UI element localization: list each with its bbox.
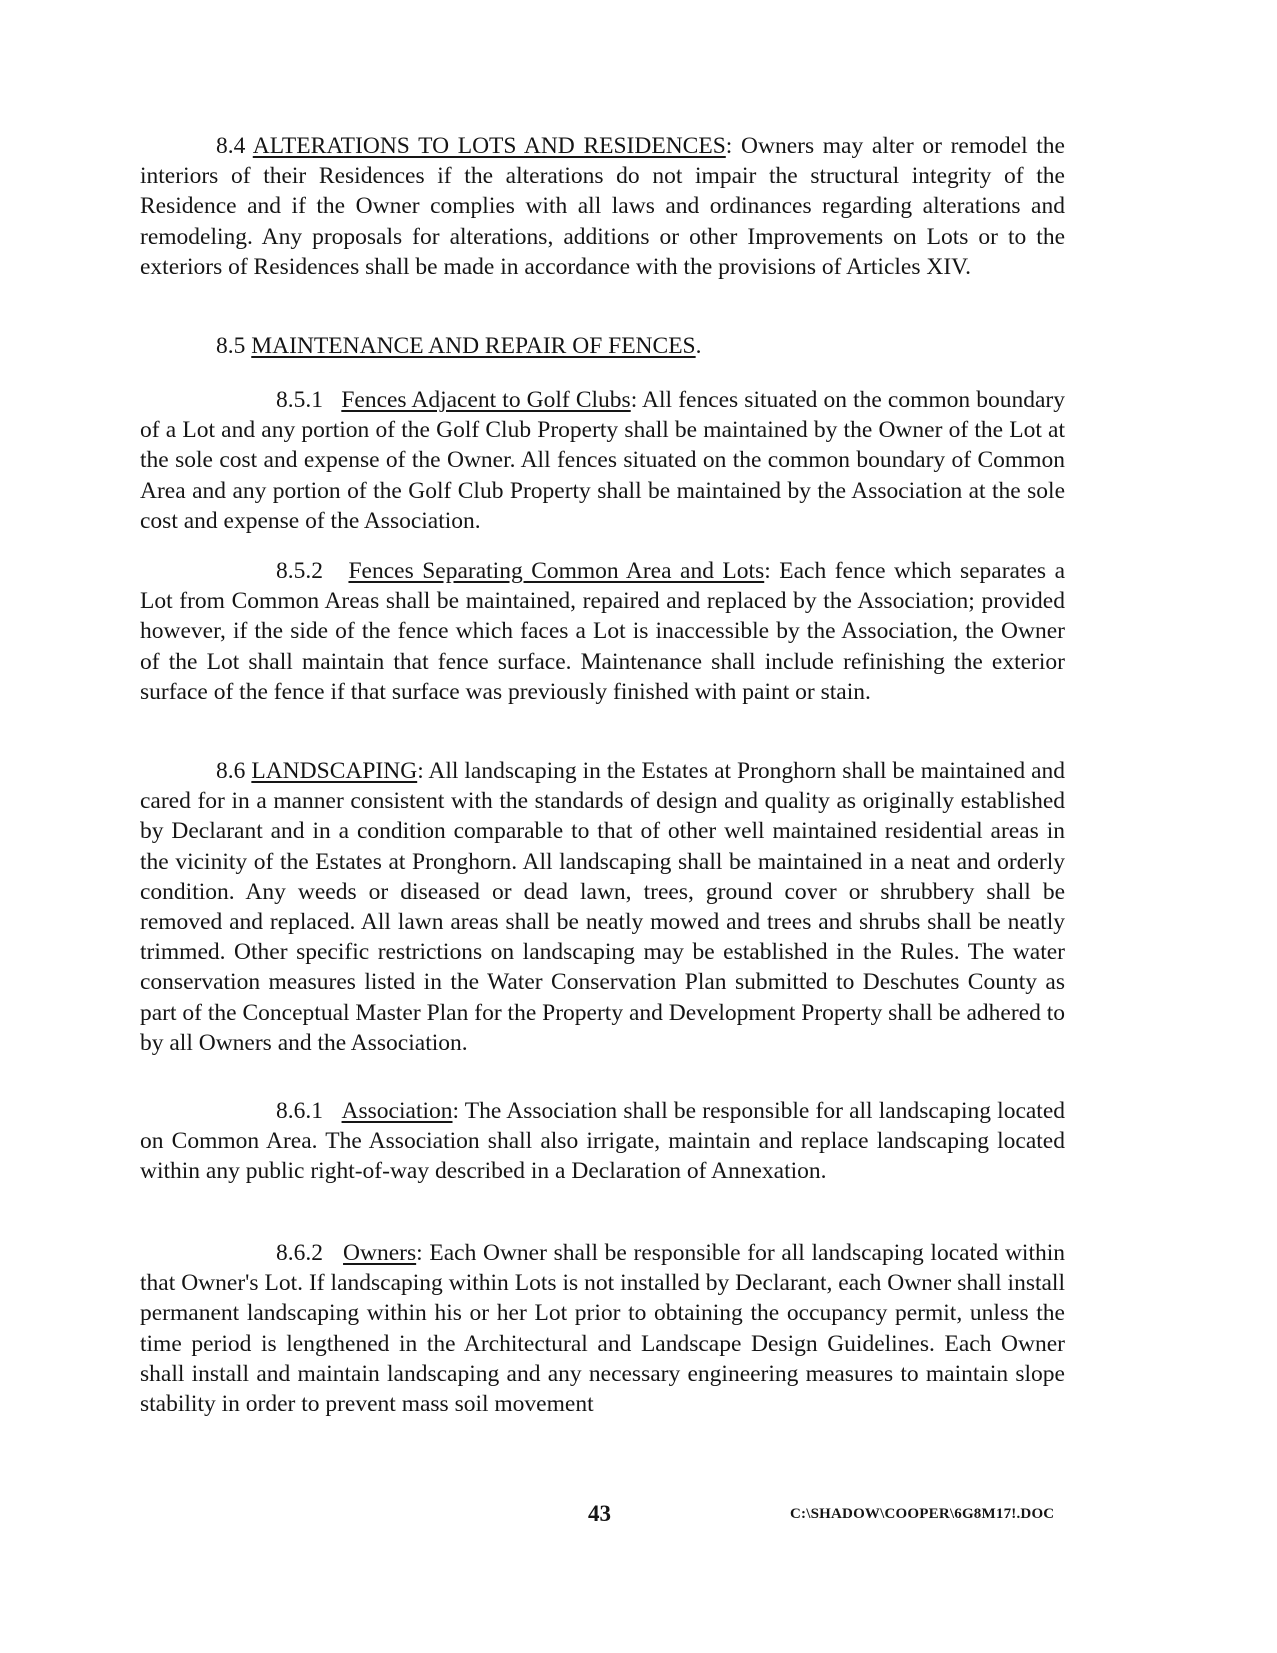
section-8-6-2-body: Each Owner shall be responsible for all landscaping located within that Owner's Lot. If landscaping within Lots is not installed by Declarant, each Owner shall install permanent landscaping within his or her Lot prior to obtaining the occupancy permit, unless the time period is lengthened in the Architectural and Landscape Design Guidelines. Each Owner shall install and maintain landscaping and any necessary engineering measures to maintain slope stability in order to prevent mass soil movement <box>140 1240 1066 1418</box>
section-8-6-1-body: The Association shall be responsible for all landscaping located on Common Area. The Association shall also irrigate, maintain and replace landscaping located within any public right-of-way described in a Declaration of Annexation. <box>140 1098 1066 1185</box>
section-8-5-2-punct: : <box>764 558 771 584</box>
section-8-6-heading: LANDSCAPING <box>251 758 418 784</box>
file-path: C:\SHADOW\COOPER\6G8M17!.DOC <box>790 1506 1055 1522</box>
section-8-6-1-punct: : <box>452 1098 460 1124</box>
section-8-5-heading: MAINTENANCE AND REPAIR OF FENCES <box>251 333 696 359</box>
section-8-6-1-number: 8.6.1 <box>276 1098 323 1124</box>
section-8-6-2-number: 8.6.2 <box>276 1240 323 1266</box>
section-8-4-number: 8.4 <box>216 133 246 159</box>
section-8-6-body: All landscaping in the Estates at Pronghorn shall be maintained and cared for in a manner consistent with the standards of design and quality as originally established by Declarant and in a condition comparable to that of other well maintained residential areas in the vicinity of the Estates at Pronghorn. All landscaping shall be maintained in a neat and orderly condition. Any weeds or diseased or dead lawn, trees, ground cover or shrubbery shall be removed and replaced. All lawn areas shall be neatly mowed and trees and shrubs shall be neatly trimmed. Other specific restrictions on landscaping may be established in the Rules. The water conservation measures listed in the Water Conservation Plan submitted to Deschutes County as part of the Conceptual Master Plan for the Property and Development Property shall be adhered to by all Owners and the Association. <box>140 758 1066 1056</box>
section-8-5-2-heading: Fences Separating Common Area and Lots <box>348 558 765 584</box>
section-8-6-1 <box>140 1096 1065 1187</box>
section-8-6-2-heading: Owners <box>343 1240 417 1266</box>
section-8-5-1-body: All fences situated on the common boundary of a Lot and any portion of the Golf Club Property shall be maintained by the Owner of the Lot at the sole cost and expense of the Owner. All fences situated on the common boundary of Common Area and any portion of the Golf Club Property shall be maintained by the Association at the sole cost and expense of the Association. <box>140 387 1066 534</box>
section-8-5-2-number: 8.5.2 <box>276 558 323 584</box>
section-8-6-1-heading: Association <box>341 1098 453 1124</box>
section-8-5-1-number: 8.5.1 <box>276 387 323 413</box>
section-8-6 <box>140 756 1065 1058</box>
section-8-5-number: 8.5 <box>216 333 246 359</box>
section-8-6-2-punct: : <box>416 1240 423 1266</box>
section-8-5-1-punct: : <box>630 387 638 413</box>
section-8-5-1 <box>140 385 1065 536</box>
section-8-6-2 <box>140 1238 1065 1419</box>
section-8-4 <box>140 131 1065 282</box>
section-8-4-body: Owners may alter or remodel the interiors of their Residences if the alterations do not impair the structural integrity of the Residence and if the Owner complies with all laws and ordinances regarding alterations and remodeling. Any proposals for alterations, additions or other Improvements on Lots or to the exteriors of Residences shall be made in accordance with the provisions of Articles XIV. <box>140 133 1065 280</box>
section-8-5-punct: . <box>695 333 702 359</box>
section-8-5-2-body: Each fence which separates a Lot from Common Areas shall be maintained, repaired and replaced by the Association; provided however, if the side of the fence which faces a Lot is inaccessible by the Association, the Owner of the Lot shall maintain that fence surface. Maintenance shall include refinishing the exterior surface of the fence if that surface was previously finished with paint or stain. <box>140 558 1066 705</box>
section-8-4-heading: ALTERATIONS TO LOTS AND RESIDENCES <box>252 133 726 159</box>
page-number: 43 <box>588 1501 611 1526</box>
section-8-6-punct: : <box>417 758 424 784</box>
section-8-5-2 <box>140 556 1065 707</box>
section-8-5 <box>140 331 1065 361</box>
section-8-5-1-heading: Fences Adjacent to Golf Clubs <box>341 387 631 413</box>
section-8-6-number: 8.6 <box>216 758 246 784</box>
section-8-4-punct: : <box>725 133 733 159</box>
